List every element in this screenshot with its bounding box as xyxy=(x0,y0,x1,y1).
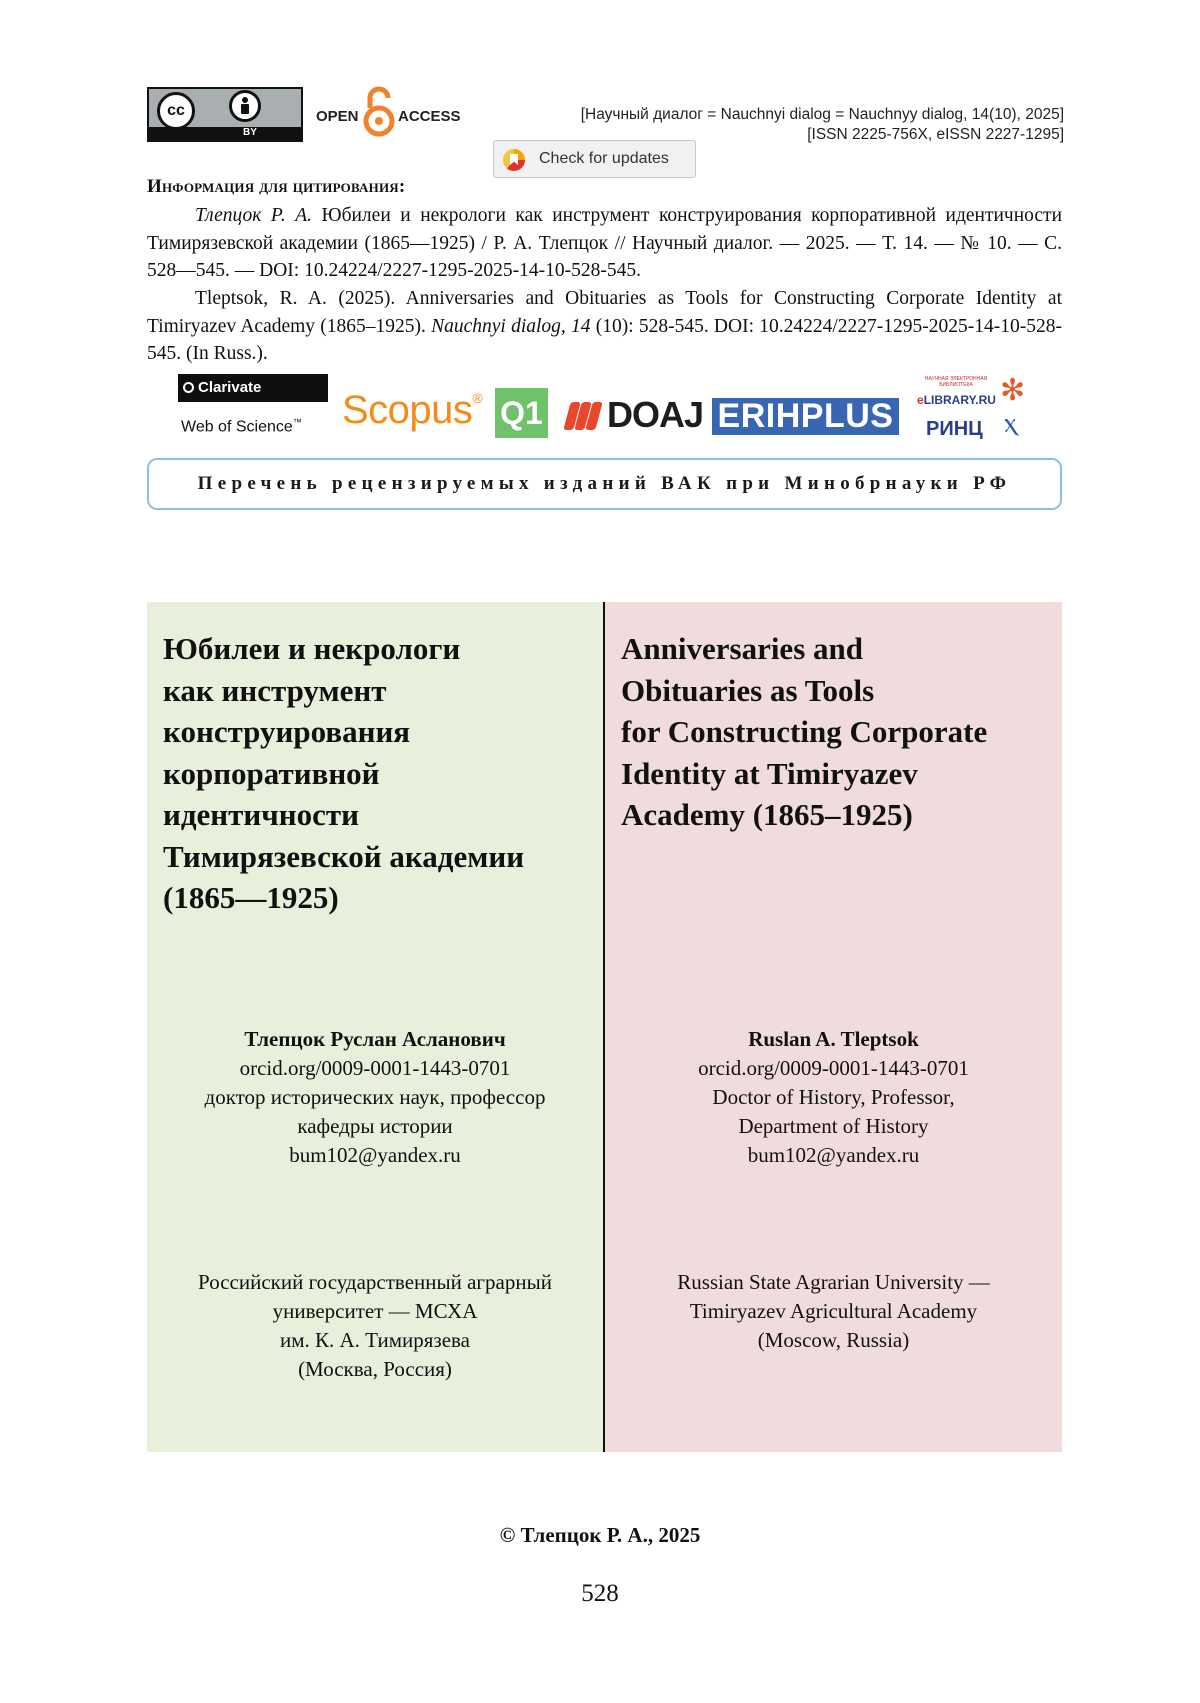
asterisk-icon: ✻ xyxy=(1000,374,1026,407)
title-line: Obituaries as Tools xyxy=(621,672,875,708)
doaj-label: DOAJ xyxy=(607,394,704,435)
rinc-label: РИНЦ xyxy=(926,418,983,440)
scopus-logo xyxy=(342,388,482,433)
author-email[interactable]: bum102@yandex.ru xyxy=(289,1143,461,1167)
scopus-registered-mark: ® xyxy=(472,390,483,406)
author-name: Ruslan A. Tleptsok xyxy=(748,1027,919,1051)
doaj-marks-icon xyxy=(565,402,601,430)
open-access-word-access: ACCESS xyxy=(398,108,461,125)
page-number: 528 xyxy=(581,1580,619,1607)
elibrary-label: LIBRARY.RU xyxy=(923,393,996,407)
author-department: Department of History xyxy=(738,1114,929,1138)
title-line: идентичности xyxy=(163,797,359,832)
author-department: кафедры истории xyxy=(297,1114,453,1138)
title-line: (1865—1925) xyxy=(163,880,339,915)
citation-ru-author: Тлепцок Р. А. xyxy=(195,205,313,226)
title-line: for Constructing Corporate xyxy=(621,714,988,749)
web-of-science-label: Web of Science xyxy=(181,418,293,436)
citation-heading: Информация для цитирования: xyxy=(147,176,406,197)
check-for-updates-label: Check for updates xyxy=(539,150,669,167)
affiliation-line: (Moscow, Russia) xyxy=(757,1328,910,1352)
author-block-russian xyxy=(147,1025,603,1170)
web-of-science-trademark: ™ xyxy=(292,417,302,427)
affiliation-line: им. К. А. Тимирязева xyxy=(279,1328,470,1352)
journal-reference-line: [Научный диалог = Nauchnyi dialog = Nauchnyy dialog, 14(10), 2025] xyxy=(580,106,1064,123)
cc-icon: cc xyxy=(157,92,195,130)
affiliation-line: (Москва, Россия) xyxy=(298,1357,452,1381)
check-for-updates-button[interactable] xyxy=(493,140,696,178)
author-position: доктор исторических наук, профессор xyxy=(204,1085,546,1109)
open-access-logo xyxy=(316,86,461,138)
author-block-english xyxy=(605,1025,1062,1170)
affiliation-english xyxy=(605,1268,1062,1355)
author-orcid[interactable]: orcid.org/0009-0001-1443-0701 xyxy=(239,1056,511,1080)
author-position: Doctor of History, Professor, xyxy=(712,1085,955,1109)
crossmark-icon xyxy=(503,149,525,171)
person-icon: ⲭ xyxy=(1004,408,1017,439)
affiliation-line: университет — МСХА xyxy=(272,1299,478,1323)
affiliation-line: Timiryazev Agricultural Academy xyxy=(689,1299,978,1323)
title-line: Academy (1865–1925) xyxy=(621,797,913,832)
issn-line: [ISSN 2225-756X, eISSN 2227-1295] xyxy=(807,126,1064,143)
open-access-word-open: OPEN xyxy=(316,108,359,125)
attribution-person-icon xyxy=(229,90,261,122)
vak-list-banner: Перечень рецензируемых изданий ВАК при Минобрнауки РФ xyxy=(147,458,1062,510)
citation-en-text: Tleptsok, R. A. (2025). Anniversaries and Obituaries as Tools for Constructing Corporate Identity at Timiryazev Academy (1865–1925). xyxy=(147,288,1062,337)
affiliation-line: Russian State Agrarian University — xyxy=(677,1270,990,1294)
affiliation-line: Российский государственный аграрный xyxy=(198,1270,552,1294)
web-of-science-logo xyxy=(178,374,328,442)
citation-en-tail: (10): 528-545. DOI: 10.24224/2227-1295-2025-14-10-528-545. (In Russ.). xyxy=(147,315,1062,364)
copyright-notice: © Тлепцок Р. А., 2025 xyxy=(499,1523,701,1547)
author-email[interactable]: bum102@yandex.ru xyxy=(747,1143,920,1167)
elibrary-e: e xyxy=(917,393,924,407)
citation-english xyxy=(147,285,1062,368)
citation-russian xyxy=(147,202,1062,285)
open-access-lock-icon xyxy=(362,86,396,138)
title-line: Anniversaries and xyxy=(621,631,863,666)
article-title-english xyxy=(621,628,1041,836)
erihplus-logo: ERIHPLUS xyxy=(712,398,899,435)
citation-en-journal: Nauchnyi dialog, 14 xyxy=(431,315,591,337)
doaj-logo xyxy=(565,394,703,436)
license-badge-label: BY xyxy=(243,127,257,138)
scopus-label: Scopus xyxy=(342,388,473,432)
elibrary-small-caption: НАУЧНАЯ ЭЛЕКТРОННАЯ БИБЛИОТЕКА xyxy=(924,376,988,388)
clarivate-label: Clarivate xyxy=(178,374,328,402)
title-line: корпоративной xyxy=(163,755,380,791)
citation-ru-text: Юбилеи и некрологи как инструмент конструирования корпоративной идентичности Тимирязевской академии (1865—1925) / Р. А. Тлепцок // Научный диалог. — 2025. — Т. 14. — № 10. — С. 528—545. — DOI: 10.24224/2227-1295-2025-14-10-528-545. xyxy=(147,205,1063,281)
affiliation-russian xyxy=(147,1268,603,1384)
cc-by-license-badge xyxy=(147,87,303,142)
title-line: Тимирязевской академии xyxy=(163,838,525,874)
elibrary-rinc-logo xyxy=(914,376,1030,444)
title-line: Identity at Timiryazev xyxy=(621,755,918,791)
title-line: конструирования xyxy=(163,714,411,749)
author-orcid[interactable]: orcid.org/0009-0001-1443-0701 xyxy=(698,1056,969,1080)
journal-reference xyxy=(581,105,1064,145)
q1-badge: Q1 xyxy=(495,388,548,438)
title-line: Юбилеи и некрологи xyxy=(163,631,461,666)
title-line: как инструмент xyxy=(163,672,387,708)
article-title-russian xyxy=(163,628,583,919)
author-name: Тлепцок Руслан Асланович xyxy=(244,1027,506,1051)
